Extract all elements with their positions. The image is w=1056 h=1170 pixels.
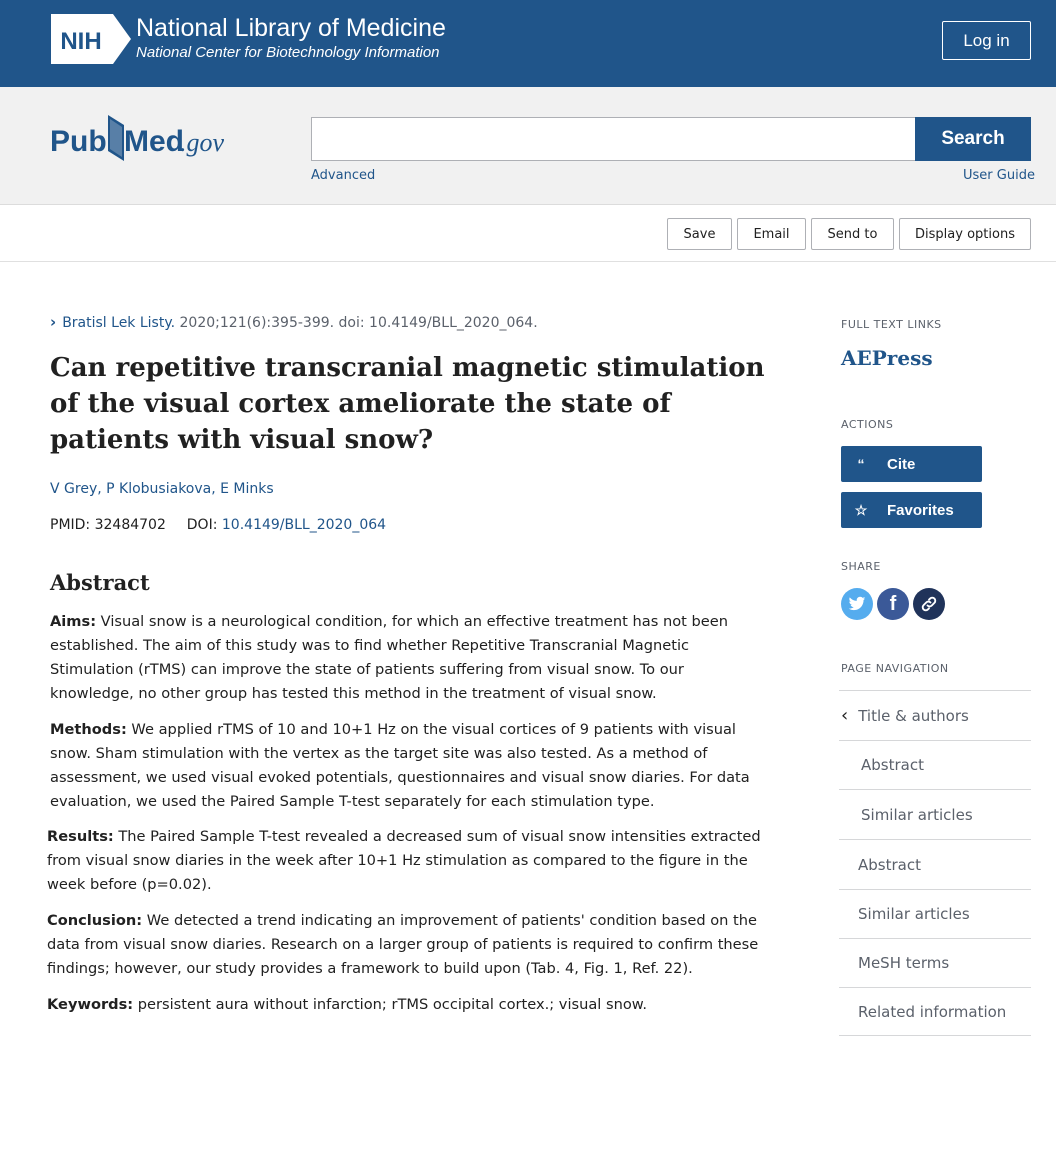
chevron-left-icon: ‹ — [841, 705, 849, 726]
cite-label: Cite — [887, 455, 916, 473]
nav-item-label: Similar articles — [861, 805, 973, 824]
search-input[interactable] — [311, 117, 916, 161]
doi-label: DOI: — [186, 517, 218, 533]
chevron-right-icon[interactable]: › — [50, 313, 57, 331]
nav-item-mesh-terms[interactable] — [839, 938, 1031, 987]
logo-med: Med — [124, 125, 184, 158]
send-to-button[interactable]: Send to — [811, 218, 894, 250]
login-button[interactable]: Log in — [942, 21, 1031, 60]
cite-button[interactable] — [841, 446, 982, 482]
author-link[interactable]: V Grey — [50, 481, 98, 497]
nav-item-label: Related information — [858, 1002, 1007, 1021]
section-label: Conclusion: — [47, 912, 143, 929]
author-link[interactable]: E Minks — [220, 481, 274, 497]
user-guide-link[interactable]: User Guide — [963, 168, 1035, 183]
full-text-links-label: FULL TEXT LINKS — [841, 318, 942, 331]
abstract-conclusion — [47, 909, 769, 981]
section-label: Results: — [47, 828, 114, 845]
nav-item-similar-articles[interactable] — [839, 889, 1031, 938]
citation-details: 2020;121(6):395-399. doi: 10.4149/BLL_2020_064. — [175, 315, 538, 331]
nav-item-label: Title & authors — [858, 706, 969, 725]
citation-line — [50, 313, 538, 331]
nav-item-title-authors[interactable] — [839, 690, 1031, 740]
article-title: Can repetitive transcranial magnetic stimulation of the visual cortex ameliorate the state of patients with visual snow? — [50, 353, 765, 455]
page-navigation-label: PAGE NAVIGATION — [841, 662, 949, 675]
section-text: persistent aura without infarction; rTMS occipital cortex.; visual snow. — [133, 996, 648, 1013]
email-button[interactable]: Email — [737, 218, 806, 250]
author-list: V Grey, P Klobusiakova, E Minks — [50, 481, 274, 497]
section-label: Methods: — [50, 721, 127, 738]
section-text: We applied rTMS of 10 and 10+1 Hz on the visual cortices of 9 patients with visual snow. Sham stimulation with the vertex as the target site was also tested. As a method of assessment, we used visual evoked potentials, questionnaires and visual snow diaries. For data evaluation, we used the Paired Sample T-test separately for each stimulation type. — [50, 721, 750, 810]
nih-logo-text: NIH — [60, 28, 102, 55]
nav-item-similar-articles[interactable] — [839, 789, 1031, 839]
share-label: SHARE — [841, 560, 881, 573]
nav-item-abstract[interactable] — [839, 740, 1031, 789]
ncbi-subtitle[interactable]: National Center for Biotechnology Information — [136, 44, 440, 61]
abstract-heading: Abstract — [50, 570, 150, 595]
doi-link[interactable]: 10.4149/BLL_2020_064 — [221, 517, 387, 533]
author-link[interactable]: P Klobusiakova — [106, 481, 212, 497]
nav-item-label: Similar articles — [858, 905, 970, 923]
nih-logo[interactable] — [51, 14, 131, 64]
section-text: We detected a trend indicating an improvement of patients' condition based on the data from visual snow diaries. Research on a larger group of patients is required to confirm these findings; however, our study provides a framework to build upon (Tab. 4, Fig. 1, Ref. 22). — [47, 912, 759, 977]
advanced-search-link[interactable]: Advanced — [311, 168, 376, 183]
toolbar-divider — [0, 261, 1056, 262]
logo-gov: .gov — [180, 128, 225, 157]
identifiers — [50, 517, 386, 533]
display-options-button[interactable]: Display options — [899, 218, 1031, 250]
nav-item-label: Abstract — [858, 855, 921, 874]
search-button[interactable]: Search — [915, 117, 1031, 161]
nlm-title[interactable]: National Library of Medicine — [136, 14, 446, 42]
abstract-results — [47, 825, 769, 897]
abstract-aims — [50, 610, 772, 706]
section-label: Aims: — [50, 613, 97, 630]
logo-pub: Pub — [50, 125, 107, 158]
link-icon[interactable] — [913, 588, 945, 620]
twitter-icon[interactable] — [841, 588, 873, 620]
journal-link[interactable]: Bratisl Lek Listy. — [62, 315, 176, 331]
nav-item-label: Abstract — [861, 756, 924, 774]
pmid-value: 32484702 — [94, 517, 166, 533]
quote-icon: “ — [857, 456, 865, 472]
section-text: Visual snow is a neurological condition, for which an effective treatment has not been established. The aim of this study was to find whether Repetitive Transcranial Magnetic Stimulation (rTMS) can improve the state of patients suffering from visual snow. To our knowledge, no other group has tested this method in the treatment of visual snow. — [50, 613, 728, 702]
actions-label: ACTIONS — [841, 418, 894, 431]
pmid-label: PMID: — [50, 517, 91, 533]
star-icon: ☆ — [854, 501, 868, 518]
favorites-button[interactable] — [841, 492, 982, 528]
abstract-methods — [50, 718, 772, 814]
aepress-link[interactable]: AEPress — [841, 346, 933, 370]
nav-item-related-information[interactable] — [839, 987, 1031, 1036]
favorites-label: Favorites — [887, 501, 954, 519]
section-text: The Paired Sample T-test revealed a decreased sum of visual snow intensities extracted from visual snow diaries in the week after 10+1 Hz stimulation as compared to the figure in the week before (p=0.02). — [47, 828, 761, 893]
section-label: Keywords: — [47, 996, 134, 1013]
facebook-icon[interactable]: f — [877, 588, 909, 620]
abstract-keywords — [47, 993, 769, 1017]
save-button[interactable]: Save — [667, 218, 732, 250]
nav-item-abstract[interactable] — [839, 839, 1031, 889]
pubmed-logo[interactable] — [50, 111, 240, 167]
nav-item-label: MeSH terms — [858, 954, 950, 972]
